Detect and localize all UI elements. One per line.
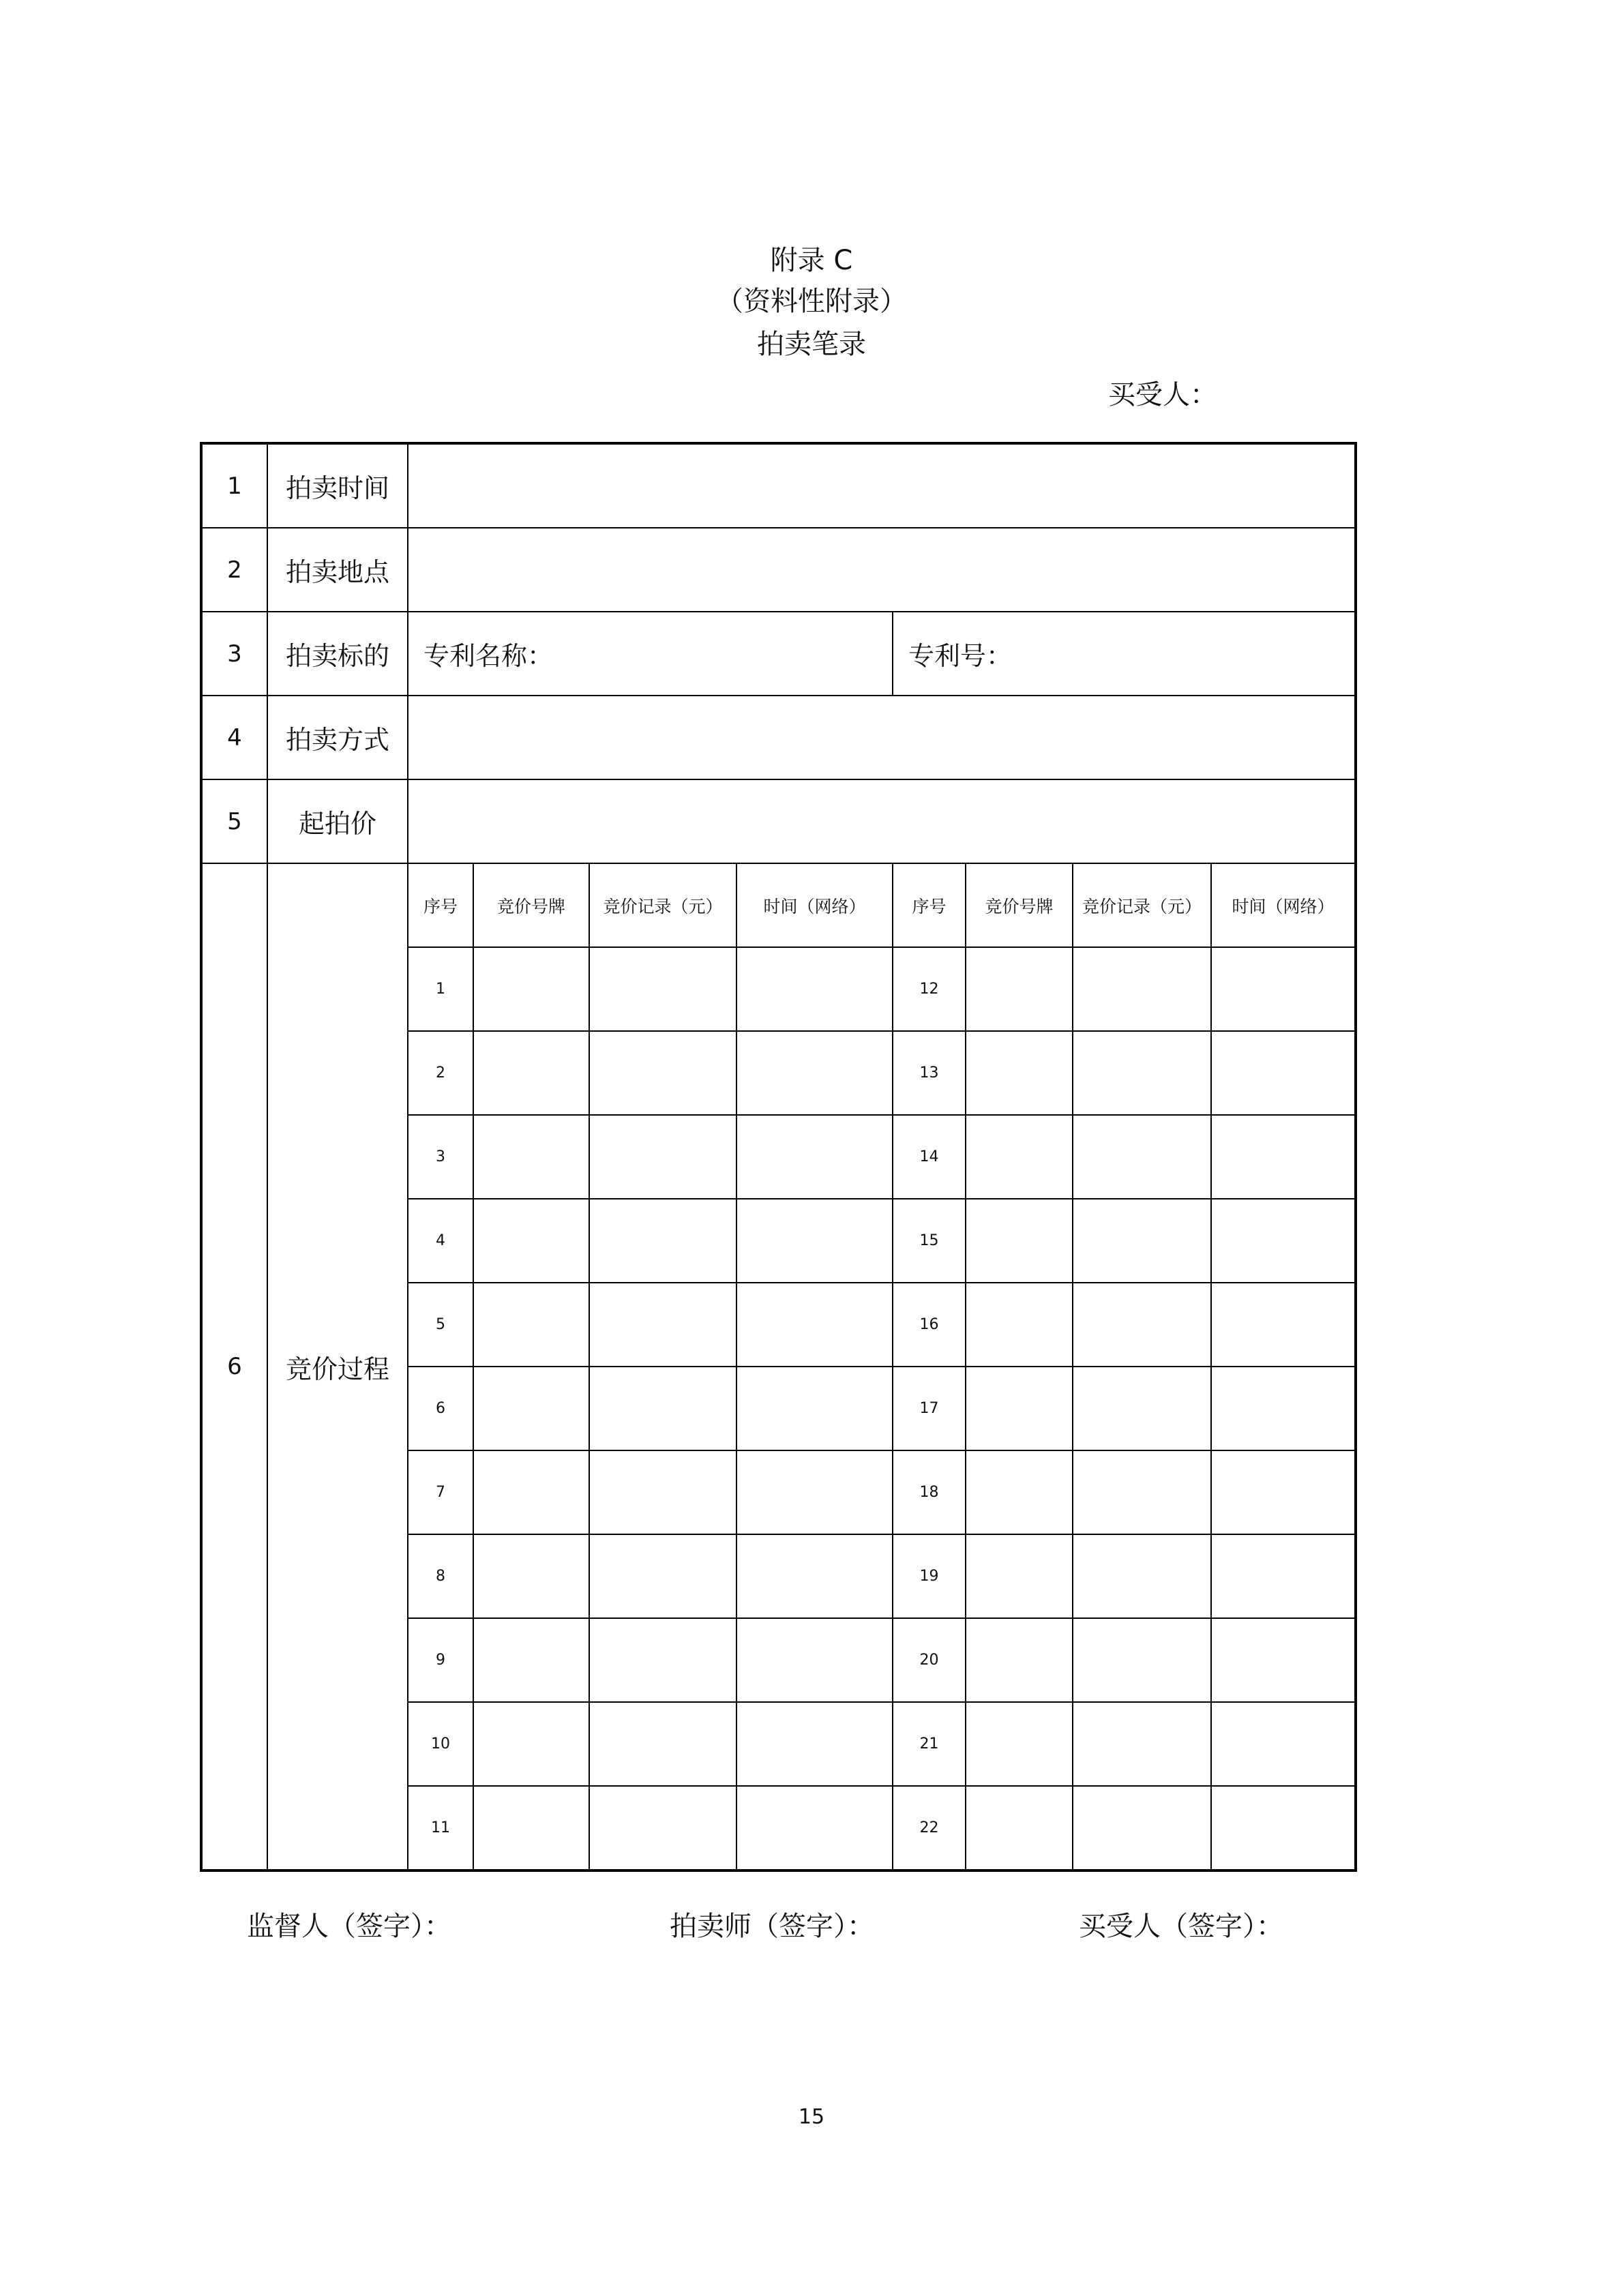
bid-amount-cell[interactable] — [589, 1618, 736, 1702]
paddle-number-cell[interactable] — [473, 1367, 589, 1450]
serial-number: 15 — [893, 1199, 966, 1283]
row-label: 拍卖地点 — [267, 528, 408, 612]
paddle-number-cell[interactable] — [473, 1786, 589, 1870]
row-auction-subject — [201, 612, 1356, 696]
serial-number: 20 — [893, 1618, 966, 1702]
column-header: 时间（网络） — [1211, 863, 1356, 947]
bid-amount-cell[interactable] — [1073, 1534, 1211, 1618]
bid-time-cell[interactable] — [1211, 1199, 1356, 1283]
serial-number: 9 — [408, 1618, 473, 1702]
serial-number: 12 — [893, 947, 966, 1031]
paddle-number-cell[interactable] — [966, 1534, 1073, 1618]
paddle-number-cell[interactable] — [966, 1283, 1073, 1367]
bid-time-cell[interactable] — [1211, 1534, 1356, 1618]
bidding-header-row — [201, 863, 1356, 947]
auction-record-table — [200, 442, 1357, 1872]
serial-number: 10 — [408, 1702, 473, 1786]
bid-amount-cell[interactable] — [1073, 1367, 1211, 1450]
auction-location-field[interactable] — [408, 528, 1356, 612]
column-header: 竞价记录（元） — [1073, 863, 1211, 947]
paddle-number-cell[interactable] — [966, 1367, 1073, 1450]
bid-amount-cell[interactable] — [589, 1031, 736, 1115]
bid-amount-cell[interactable] — [589, 1786, 736, 1870]
paddle-number-cell[interactable] — [473, 1534, 589, 1618]
serial-number: 6 — [408, 1367, 473, 1450]
bid-amount-cell[interactable] — [1073, 1618, 1211, 1702]
bid-time-cell[interactable] — [1211, 1115, 1356, 1199]
bid-time-cell[interactable] — [736, 1283, 893, 1367]
appendix-label: 附录 C — [770, 245, 853, 276]
patent-number-field[interactable]: 专利号： — [893, 612, 1356, 696]
signature-line — [0, 1906, 1623, 1947]
row-label: 拍卖方式 — [267, 696, 408, 779]
paddle-number-cell[interactable] — [966, 1199, 1073, 1283]
bid-time-cell[interactable] — [736, 1702, 893, 1786]
bid-amount-cell[interactable] — [589, 1534, 736, 1618]
auctioneer-signature-label: 拍卖师（签字）： — [670, 1911, 874, 1942]
paddle-number-cell[interactable] — [473, 1618, 589, 1702]
bid-amount-cell[interactable] — [589, 1450, 736, 1534]
bid-amount-cell[interactable] — [1073, 1786, 1211, 1870]
paddle-number-cell[interactable] — [473, 1199, 589, 1283]
row-label: 拍卖时间 — [267, 443, 408, 528]
bid-time-cell[interactable] — [1211, 1367, 1356, 1450]
appendix-type: （资料性附录） — [716, 286, 907, 317]
bid-amount-cell[interactable] — [1073, 1702, 1211, 1786]
serial-number: 1 — [408, 947, 473, 1031]
bid-time-cell[interactable] — [736, 1618, 893, 1702]
supervisor-signature-label: 监督人（签字）： — [247, 1911, 451, 1942]
paddle-number-cell[interactable] — [966, 1618, 1073, 1702]
serial-number: 3 — [408, 1115, 473, 1199]
paddle-number-cell[interactable] — [473, 1115, 589, 1199]
bid-time-cell[interactable] — [1211, 1450, 1356, 1534]
bid-amount-cell[interactable] — [589, 1367, 736, 1450]
bid-time-cell[interactable] — [1211, 1702, 1356, 1786]
bid-amount-cell[interactable] — [1073, 1115, 1211, 1199]
bid-time-cell[interactable] — [736, 1786, 893, 1870]
row-auction-method — [201, 696, 1356, 779]
row-label: 起拍价 — [267, 779, 408, 863]
bid-time-cell[interactable] — [1211, 1786, 1356, 1870]
paddle-number-cell[interactable] — [473, 1283, 589, 1367]
serial-number: 17 — [893, 1367, 966, 1450]
paddle-number-cell[interactable] — [966, 947, 1073, 1031]
paddle-number-cell[interactable] — [966, 1786, 1073, 1870]
row-number: 2 — [201, 528, 267, 612]
bid-amount-cell[interactable] — [1073, 1283, 1211, 1367]
serial-number: 22 — [893, 1786, 966, 1870]
bid-time-cell[interactable] — [736, 947, 893, 1031]
bid-amount-cell[interactable] — [589, 1115, 736, 1199]
bid-time-cell[interactable] — [736, 1450, 893, 1534]
bid-time-cell[interactable] — [736, 1199, 893, 1283]
column-header: 时间（网络） — [736, 863, 893, 947]
paddle-number-cell[interactable] — [473, 1702, 589, 1786]
buyer-signature-label: 买受人（签字）： — [1079, 1911, 1283, 1942]
serial-number: 7 — [408, 1450, 473, 1534]
serial-number: 8 — [408, 1534, 473, 1618]
bid-time-cell[interactable] — [736, 1367, 893, 1450]
serial-number: 4 — [408, 1199, 473, 1283]
bid-time-cell[interactable] — [736, 1534, 893, 1618]
paddle-number-cell[interactable] — [473, 947, 589, 1031]
column-header: 序号 — [408, 863, 473, 947]
page-title: 拍卖笔录 — [757, 329, 866, 360]
serial-number: 11 — [408, 1786, 473, 1870]
bid-time-cell[interactable] — [736, 1031, 893, 1115]
serial-number: 19 — [893, 1534, 966, 1618]
bid-amount-cell[interactable] — [1073, 1450, 1211, 1534]
row-number: 3 — [201, 612, 267, 696]
row-label: 拍卖标的 — [267, 612, 408, 696]
bid-time-cell[interactable] — [1211, 1031, 1356, 1115]
row-number: 4 — [201, 696, 267, 779]
bid-amount-cell[interactable] — [589, 1283, 736, 1367]
row-number: 5 — [201, 779, 267, 863]
column-header: 竞价记录（元） — [589, 863, 736, 947]
paddle-number-cell[interactable] — [473, 1031, 589, 1115]
row-auction-location — [201, 528, 1356, 612]
bid-amount-cell[interactable] — [1073, 947, 1211, 1031]
paddle-number-cell[interactable] — [966, 1115, 1073, 1199]
column-header: 竞价号牌 — [473, 863, 589, 947]
serial-number: 14 — [893, 1115, 966, 1199]
bid-time-cell[interactable] — [1211, 947, 1356, 1031]
serial-number: 5 — [408, 1283, 473, 1367]
bid-amount-cell[interactable] — [589, 947, 736, 1031]
bid-time-cell[interactable] — [1211, 1283, 1356, 1367]
bid-time-cell[interactable] — [1211, 1618, 1356, 1702]
serial-number: 18 — [893, 1450, 966, 1534]
row-number: 1 — [201, 443, 267, 528]
serial-number: 21 — [893, 1702, 966, 1786]
bid-amount-cell[interactable] — [1073, 1199, 1211, 1283]
auction-method-field[interactable] — [408, 696, 1356, 779]
bid-time-cell[interactable] — [736, 1115, 893, 1199]
paddle-number-cell[interactable] — [966, 1031, 1073, 1115]
bid-amount-cell[interactable] — [589, 1702, 736, 1786]
serial-number: 2 — [408, 1031, 473, 1115]
column-header: 竞价号牌 — [966, 863, 1073, 947]
buyer-top-label: 买受人： — [1108, 379, 1217, 411]
row-auction-time — [201, 443, 1356, 528]
serial-number: 13 — [893, 1031, 966, 1115]
starting-price-field[interactable] — [408, 779, 1356, 863]
serial-number: 16 — [893, 1283, 966, 1367]
bid-amount-cell[interactable] — [1073, 1031, 1211, 1115]
paddle-number-cell[interactable] — [966, 1702, 1073, 1786]
paddle-number-cell[interactable] — [966, 1450, 1073, 1534]
bid-amount-cell[interactable] — [589, 1199, 736, 1283]
page-number: 15 — [798, 2105, 825, 2129]
auction-time-field[interactable] — [408, 443, 1356, 528]
row-starting-price — [201, 779, 1356, 863]
patent-name-field[interactable]: 专利名称： — [408, 612, 893, 696]
row-label: 竞价过程 — [267, 863, 408, 1870]
row-number: 6 — [201, 863, 267, 1870]
paddle-number-cell[interactable] — [473, 1450, 589, 1534]
column-header: 序号 — [893, 863, 966, 947]
